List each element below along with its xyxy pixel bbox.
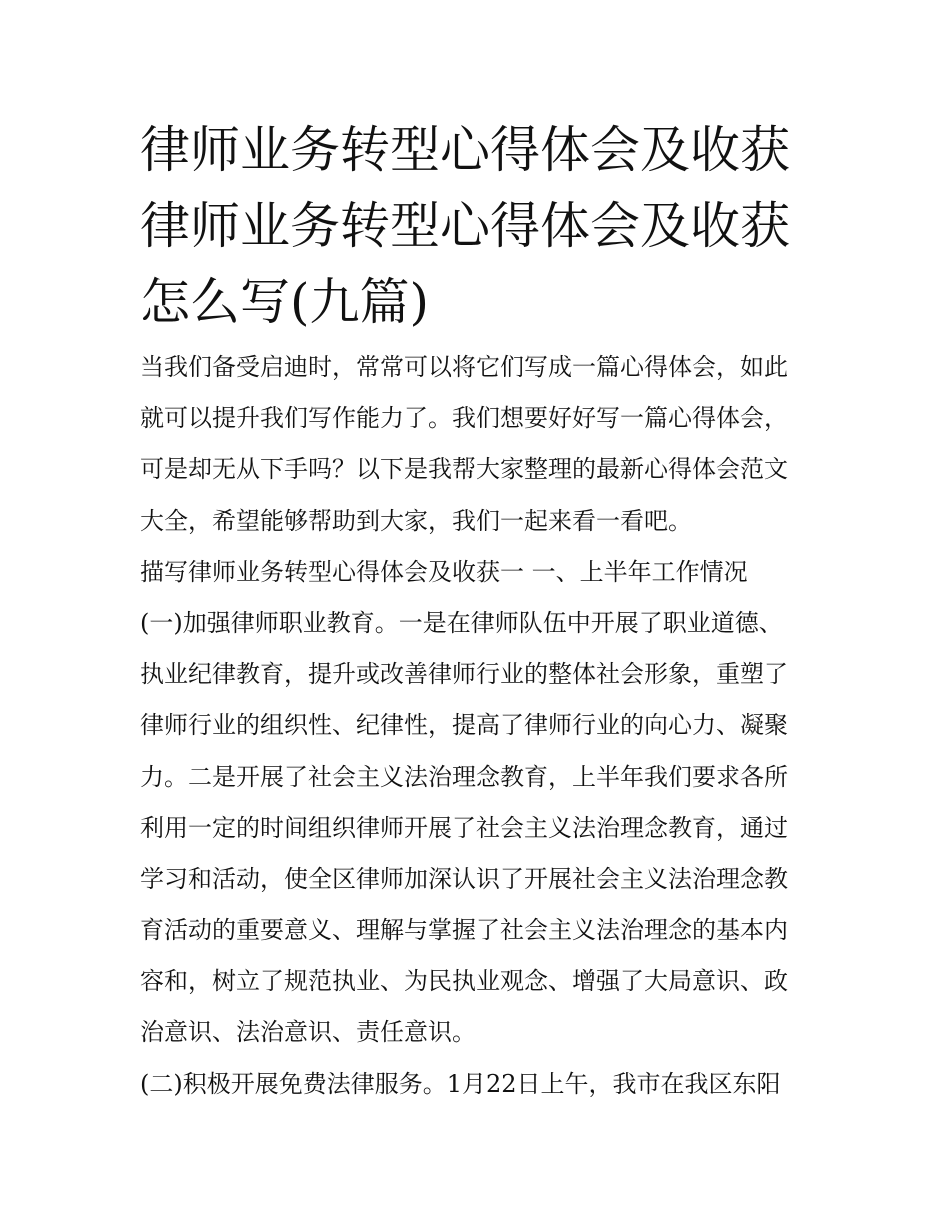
- paragraph-line: (二)积极开展免费法律服务。1月22日上午，我市在我区东阳: [140, 1069, 781, 1098]
- paragraph-line: 治意识、法治意识、责任意识。: [140, 1018, 476, 1047]
- paragraph-line: 利用一定的时间组织律师开展了社会主义法治理念教育，通过: [140, 813, 788, 842]
- paragraph-line: 当我们备受启迪时，常常可以将它们写成一篇心得体会，如此: [140, 353, 788, 381]
- document-body: [140, 348, 812, 1103]
- paragraph-line: 执业纪律教育，提升或改善律师行业的整体社会形象，重塑了: [140, 660, 788, 689]
- paragraph-line: 大全，希望能够帮助到大家，我们一起来看一看吧。: [140, 506, 692, 535]
- paragraph-line: 容和，树立了规范执业、为民执业观念、增强了大局意识、政: [140, 967, 788, 996]
- paragraph-line: (一)加强律师职业教育。一是在律师队伍中开展了职业道德、: [140, 608, 783, 637]
- paragraph-line: 就可以提升我们写作能力了。我们想要好好写一篇心得体会，: [140, 404, 788, 433]
- document-content: [140, 112, 812, 1116]
- paragraph-line: 可是却无从下手吗？以下是我帮大家整理的最新心得体会范文: [140, 455, 788, 484]
- paragraph-line: 学习和活动，使全区律师加深认识了开展社会主义法治理念教: [140, 864, 788, 893]
- paragraph-line: 育活动的重要意义、理解与掌握了社会主义法治理念的基本内: [140, 916, 788, 945]
- paragraph-line: 力。二是开展了社会主义法治理念教育，上半年我们要求各所: [140, 762, 788, 791]
- paragraph-line: 描写律师业务转型心得体会及收获一 一、上半年工作情况: [140, 557, 748, 586]
- paragraph-line: 律师行业的组织性、纪律性，提高了律师行业的向心力、凝聚: [140, 711, 788, 740]
- document-title: 律师业务转型心得体会及收获律师业务转型心得体会及收获怎么写(九篇): [140, 121, 790, 331]
